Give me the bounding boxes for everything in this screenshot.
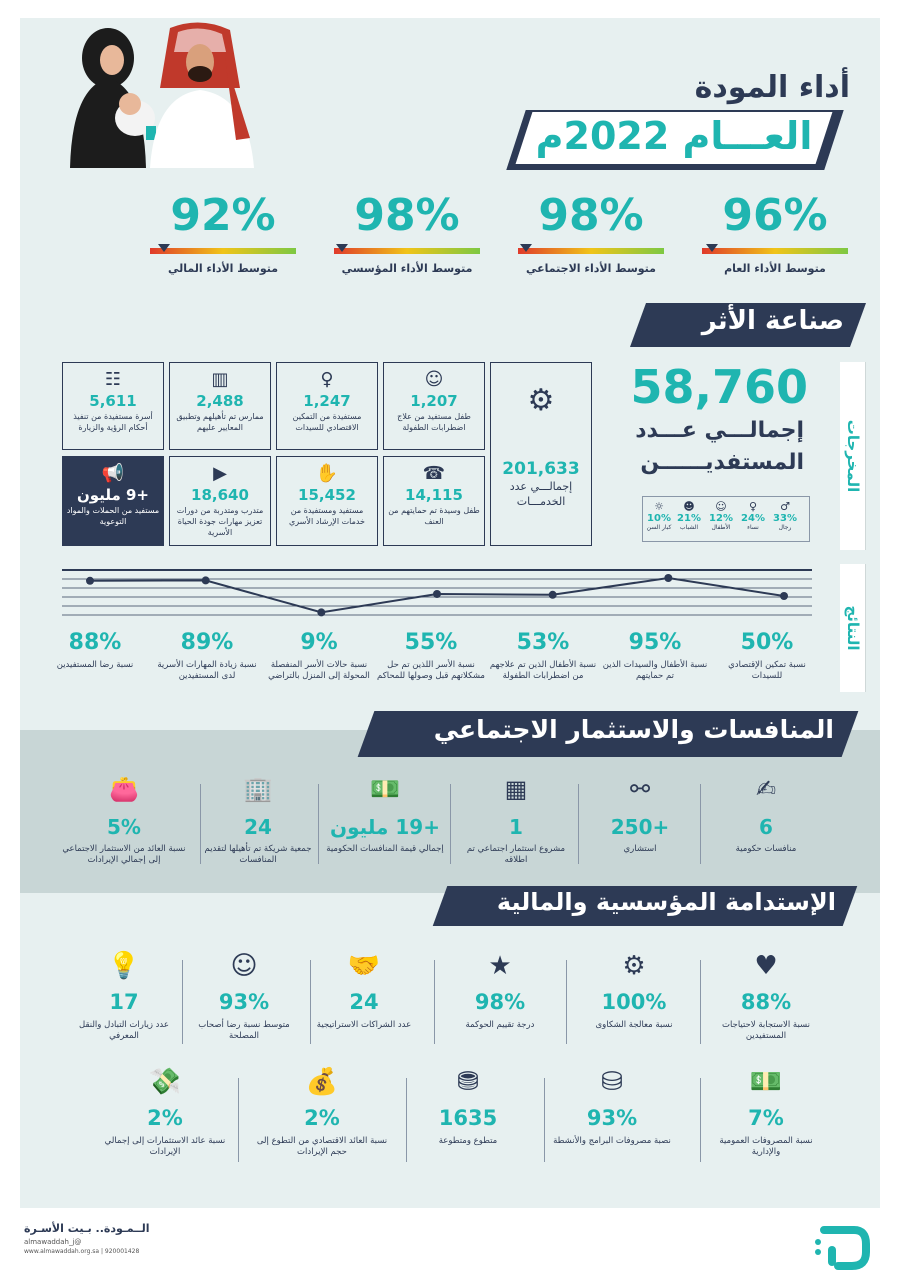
coins-stack-icon: ⛃ <box>457 1067 479 1097</box>
coins-icon: ⛁ <box>601 1067 623 1097</box>
boxes-icon: ▦ <box>504 775 528 803</box>
demographic-men: ♂ 33% رجال <box>770 500 800 531</box>
footer-handle[interactable]: @almawaddah_j <box>24 1238 82 1246</box>
result-point <box>664 574 672 582</box>
divider <box>318 784 319 864</box>
infographic-sheet <box>20 18 880 1208</box>
sustainability-item: ⛃ 1635 متطوع ومتطوعة <box>408 1066 528 1147</box>
sustainability-title: الإستدامة المؤسسية والمالية <box>496 888 836 916</box>
stat-box-families: ☷ 5,611 أسرة مستفيدة من تنفيذ أحكام الرؤية والزيارة <box>62 362 164 450</box>
stat-box-training: ▶ 18,640 متدرب ومتدربة من دورات تعزيز مهارات جودة الحياة الأسرية <box>169 456 271 546</box>
result-item: 88% نسبة رضا المستفيدين <box>56 630 134 670</box>
demographic-youth: ☻ 21% الشباب <box>674 500 704 531</box>
woman-icon: ♀ <box>748 500 758 513</box>
performance-value: 98% <box>354 190 460 241</box>
sustainability-item: ♥ 88% نسبة الاستجابة لاحتياجات المستفيدين <box>706 950 826 1042</box>
gauge-marker <box>706 244 718 252</box>
sustainability-item: 💸 2% نسبة عائد الاستثمارات إلى إجمالي الإيرادات <box>100 1066 230 1158</box>
stat-box-practitioners: ▥ 2,488 ممارس تم تأهيلهم وتطبيق المعايير عليهم <box>169 362 271 450</box>
page-title: أداء المودة <box>694 70 850 105</box>
growth-chart-icon: ▥ <box>211 369 229 390</box>
result-point <box>433 590 441 598</box>
result-point <box>317 608 325 616</box>
sustainability-item: ★ 98% درجة تقييم الحوكمة <box>440 950 560 1031</box>
footer-website[interactable]: www.almawaddah.org.sa | 920001428 <box>24 1248 140 1255</box>
competition-item: ⚯ +250 استشاري <box>580 774 700 855</box>
gauge-marker <box>158 244 170 252</box>
footer-brand: الــمـودة.. بـيت الأسـرة <box>24 1222 150 1235</box>
result-point <box>202 576 210 584</box>
result-point <box>780 592 788 600</box>
demographic-elderly: ☼ 10% كبار السن <box>644 500 674 531</box>
result-item: 89% نسبة زيادة المهارات الأسرية لدى المستفيدين <box>157 630 257 681</box>
building-icon: 🏢 <box>243 775 273 803</box>
gauge-marker <box>336 244 348 252</box>
outputs-tab: المخرجات <box>840 362 866 550</box>
gauge-marker <box>520 244 532 252</box>
gear-hand-icon: ⚙ <box>622 951 646 981</box>
stat-box-women-empowerment: ♀ 1,247 مستفيدة من التمكين الاقتصادي للسيدات <box>276 362 378 450</box>
child-icon: ☺ <box>715 500 727 513</box>
divider <box>434 960 435 1044</box>
lightbulb-icon: 💡 <box>107 951 141 981</box>
protection-icon: ☎ <box>422 463 446 484</box>
performance-label: متوسط الأداء المالي <box>167 262 279 275</box>
cash-coins-icon: 💰 <box>305 1067 339 1097</box>
services-box <box>490 362 592 546</box>
hand-heart-icon: ♥ <box>754 951 778 981</box>
performance-label: متوسط الأداء المؤسسي <box>341 262 473 275</box>
footer-brand-block <box>24 1222 194 1255</box>
glasses-icon: ⚯ <box>629 775 651 803</box>
sustainability-item: 🤝 24 عدد الشراكات الاستراتيجية <box>304 950 424 1031</box>
demographic-children: ☺ 12% الأطفال <box>706 500 736 531</box>
team-star-icon: ★ <box>488 951 512 981</box>
results-tab: النتائج <box>840 564 866 692</box>
performance-gauge <box>334 248 480 254</box>
divider <box>544 1078 545 1162</box>
performance-institutional <box>332 190 482 275</box>
result-item: 50% نسبة تمكين الإقتصادي للسيدات <box>728 630 806 681</box>
performance-gauge <box>702 248 848 254</box>
stat-box-counseling: ✋ 15,452 مستفيد ومستفيدة من خدمات الإرشاد الأسري <box>276 456 378 546</box>
results-line-chart <box>62 566 812 620</box>
competition-item: 🏢 24 جمعية شريكة تم تأهيلها لتقديم المنافسات <box>198 774 318 866</box>
woman-icon: ♀ <box>320 369 334 390</box>
counseling-icon: ✋ <box>315 463 339 484</box>
performance-financial <box>148 190 298 275</box>
handshake-icon: 🤝 <box>347 951 381 981</box>
impact-title: صناعة الأثر <box>701 306 844 336</box>
divider <box>700 1078 701 1162</box>
divider <box>566 960 567 1044</box>
almawaddah-logo <box>810 1222 872 1272</box>
pen-hand-icon: ✍ <box>755 775 777 803</box>
services-label: الخدمـــات <box>516 495 566 508</box>
services-value: 201,633 <box>502 459 580 479</box>
divider <box>700 784 701 864</box>
performance-gauge <box>518 248 664 254</box>
divider <box>200 784 201 864</box>
competitions-title: المنافسات والاستثمار الاجتماعي <box>433 715 834 744</box>
result-point <box>86 577 94 585</box>
money-icon: 💵 <box>370 775 400 803</box>
total-beneficiaries-label: إجمالـــي عـــدد <box>635 418 804 443</box>
performance-social <box>516 190 666 275</box>
megaphone-icon: 📢 <box>101 463 125 484</box>
year-title: العـــام 2022م <box>535 114 813 158</box>
sustainability-item: 💰 2% نسبة العائد الاقتصادي من التطوع إلى حجم الإيرادات <box>252 1066 392 1158</box>
performance-gauge <box>150 248 296 254</box>
performance-value: 96% <box>722 190 828 241</box>
sustainability-item: 💵 7% نسبة المصروفات العمومية والإدارية <box>706 1066 826 1158</box>
competition-item: 👛 5% نسبة العائد من الاستثمار الاجتماعي إلى إجمالي الإيرادات <box>60 774 188 866</box>
services-label: إجمالـــي عدد <box>509 480 573 493</box>
demographic-women: ♀ 24% نساء <box>738 500 768 531</box>
competition-item: 💵 +19 مليون إجمالي قيمة المنافسات الحكومية <box>320 774 450 855</box>
performance-value: 98% <box>538 190 644 241</box>
sustainability-item: ⛁ 93% نصبة مصروفات البرامج والأنشطة <box>553 1067 671 1146</box>
divider <box>406 1078 407 1162</box>
divider <box>450 784 451 864</box>
elderly-icon: ☼ <box>654 500 664 513</box>
family-illustration <box>50 18 260 168</box>
child-care-icon: ☺ <box>424 369 444 390</box>
sustainability-item: 💡 17 عدد زيارات التبادل والنقل المعرفي <box>64 950 184 1042</box>
gear-hand-icon: ⚙ <box>527 383 555 418</box>
man-icon: ♂ <box>780 500 790 513</box>
family-icon: ☷ <box>104 369 122 390</box>
youth-icon: ☻ <box>683 500 695 513</box>
cash-icon: 💵 <box>749 1067 783 1097</box>
stat-box-campaigns: 📢 +9 مليون مستفيد من الحملات والمواد التوعوية <box>62 456 164 546</box>
training-icon: ▶ <box>213 463 227 484</box>
stat-box-child-treatment: ☺ 1,207 طفل مستفيد من علاج اضطرابات الطفولة <box>383 362 485 450</box>
sustainability-item: ⚙ 100% نسبة معالجة الشكاوى <box>574 950 694 1031</box>
divider <box>700 960 701 1044</box>
result-item: 53% نسبة الأطفال الذين تم علاجهم من اضطرابات الطفولة <box>489 630 597 681</box>
divider <box>238 1078 239 1162</box>
competition-item: ✍ 6 منافسات حكومية <box>706 774 826 855</box>
stat-box-protection: ☎ 14,115 طفل وسيدة تم حمايتهم من العنف <box>383 456 485 546</box>
total-beneficiaries-value: 58,760 <box>630 360 808 414</box>
result-item: 95% نسبة الأطفال والسيدات الذين تم حمايتهم <box>602 630 708 681</box>
divider <box>578 784 579 864</box>
performance-value: 92% <box>170 190 276 241</box>
people-hand-icon: ☺ <box>230 951 258 981</box>
competition-item: ▦ 1 مشروع استثمار اجتماعي تم اطلاقه <box>456 774 576 866</box>
total-beneficiaries-label: المستفديــــــن <box>640 450 804 475</box>
sustainability-item: ☺ 93% متوسط نسبة رضا أصحاب المصلحة <box>184 950 304 1042</box>
hand-money-icon: 💸 <box>148 1067 182 1097</box>
wallet-icon: 👛 <box>109 775 139 803</box>
performance-general <box>700 190 850 275</box>
performance-label: متوسط الأداء الاجتماعي <box>526 262 656 275</box>
result-item: 55% نسبة الأسر اللذين تم حل مشكلاتهم قبل وصولها للمحاكم <box>377 630 485 681</box>
result-point <box>549 591 557 599</box>
result-item: 9% نسبة حالات الأسر المنفصلة المحولة إلى المنزل بالتراضي <box>268 630 370 681</box>
performance-label: متوسط الأداء العام <box>724 262 826 275</box>
divider <box>310 960 311 1044</box>
